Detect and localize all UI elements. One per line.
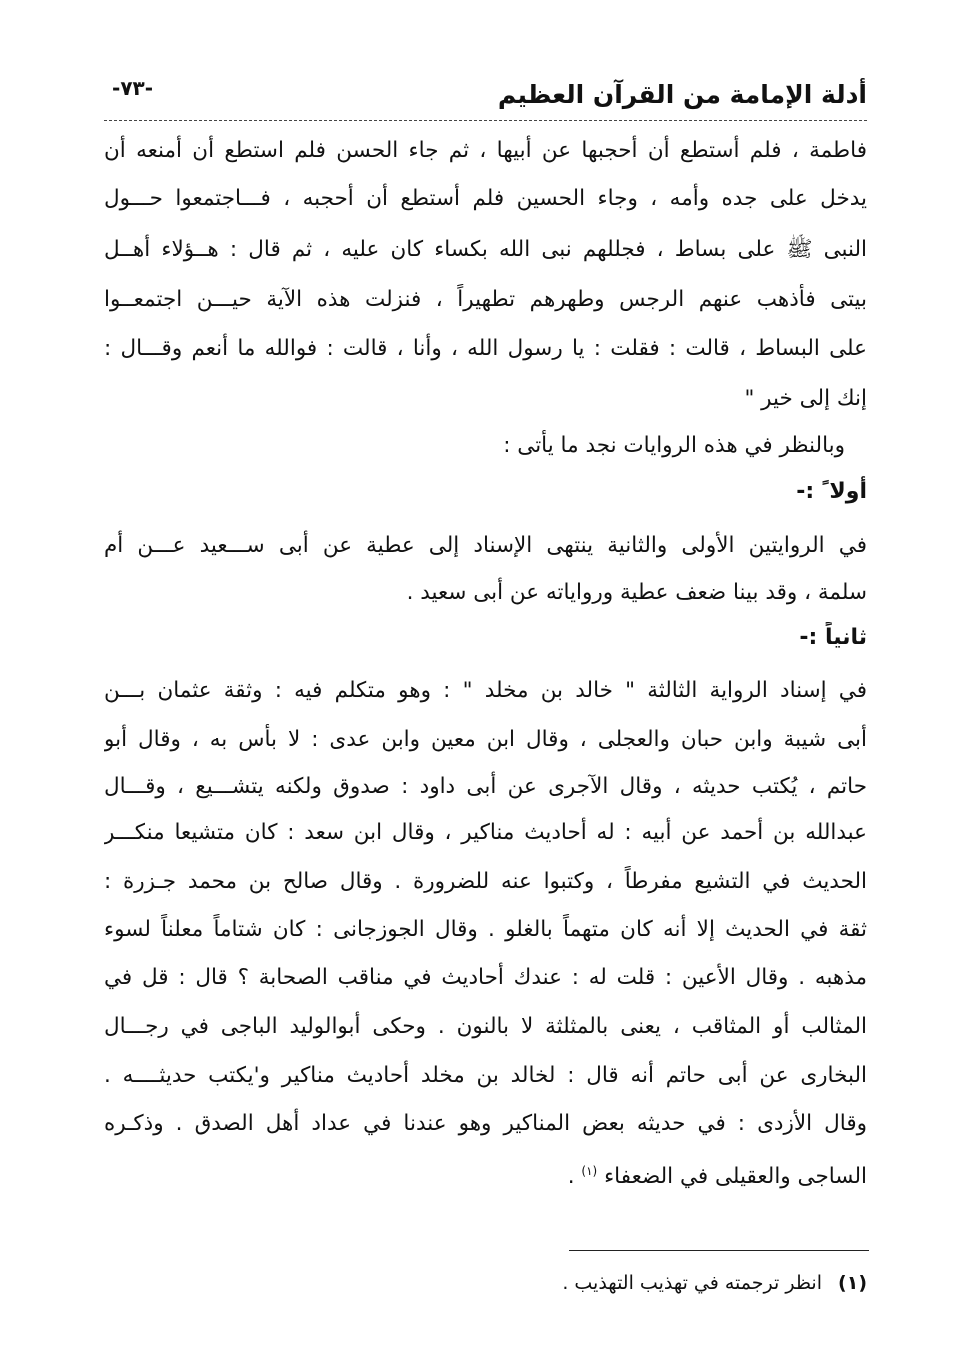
text-line: يدخل على جده وأمه ، وجاء الحسين فلم أستطع أن أحجبه ، فـــاجتمعوا حـــول — [104, 186, 867, 211]
text-line: في الروايتين الأولى والثانية ينتهى الإسناد إلى عطية عن أبى ســـعيد عـــن أم — [104, 533, 867, 558]
text-line: عبدالله بن أحمد عن أبيه : له أحاديث مناكير ، وقال ابن سعد : كان متشيعا منكـــر — [104, 820, 867, 845]
text-segment: الساجى والعقيلى في الضعفاء — [604, 1164, 867, 1190]
text-line: سلمة ، وقد بينا ضعف عطية ورواياته عن أبى سعيد . — [406, 580, 867, 605]
text-line: إنك إلى خير " — [744, 386, 867, 411]
book-title: أدلة الإمامة من القرآن العظيم — [497, 80, 867, 109]
section-heading-second: ثانياً :- — [799, 625, 867, 650]
text-line: حاتم ، يُكتب حديثه ، وقال الآجرى عن أبى داود : صدوق ولكنه يتشـــيع ، وقـــال — [104, 774, 867, 799]
footnote-text: انظر ترجمته في تهذيب التهذيب . — [562, 1272, 822, 1294]
text-line: وقال الأزدى : في حديثه بعض المناكير وهو عندنا في عداد أهل الصدق . وذكـره — [104, 1111, 867, 1136]
text-line: وبالنظر في هذه الروايات نجد ما يأتى : — [503, 433, 845, 458]
text-line: بيتى فأذهب عنهم الرجس وطهرهم تطهيراً ، فنزلت هذه الآية حيـــن اجتمعــوا — [104, 287, 867, 312]
text-line-last — [104, 1155, 867, 1193]
running-header — [104, 76, 867, 121]
text-line: الحديث في التشيع مفرطاً ، وكتبوا عنه للضرورة . وقال صالح بن محمد جـزرة : — [104, 869, 867, 894]
text-line: على البساط ، قالت : فقلت : يا رسول الله ، وأنا ، قالت : فوالله ما أنعم وقـــال : — [104, 336, 867, 361]
text-line: أبى شيبة وابن حبان والعجلى ، وقال ابن معين وابن عدى : لا بأس به ، وقال أبو — [104, 727, 867, 752]
text-line: فاطمة ، فلم أستطع أن أحجبها عن أبيها ، ثم جاء الحسن فلم استطع أن أمنعه أن — [104, 138, 867, 163]
text-line: البخارى عن أبى حاتم أنه قال : لخالد بن مخلد أحاديث مناكير و'يكتب حديثــــه . — [104, 1063, 867, 1088]
text-line: مذهبه . وقال الأعين : قلت له : عندك أحاديث في مناقب الصحابة ؟ قال : قل في — [104, 965, 867, 990]
text-line: ثقة في الحديث إلا أنه كان متهماً بالغلو . وقال الجوزجانى : كان شتاماً معلناً لسوء — [104, 917, 867, 942]
text-line: النبى ﷺ على بساط ، فجللهم نبى الله بكساء كان عليه ، ثم قال : هــؤلاء أهــل — [104, 237, 867, 262]
footnote-reference[interactable]: (١) — [581, 1164, 598, 1178]
page-number: -٧٣- — [112, 76, 154, 100]
text-line: في إسناد الرواية الثالثة " خالد بن مخلد " : وهو متكلم فيه : وثقة عثمان بـــن — [104, 678, 867, 703]
text-line: المثالب أو المثاقب ، يعنى بالمثلثة لا بالنون . وحكى أبوالوليد الباجى في رجـــال — [104, 1014, 867, 1039]
footnote-divider — [569, 1250, 869, 1251]
footnote — [104, 1268, 867, 1298]
section-heading-first: أولا ً :- — [796, 479, 867, 504]
text-segment: . — [567, 1164, 575, 1190]
footnote-number: (١) — [838, 1272, 867, 1294]
